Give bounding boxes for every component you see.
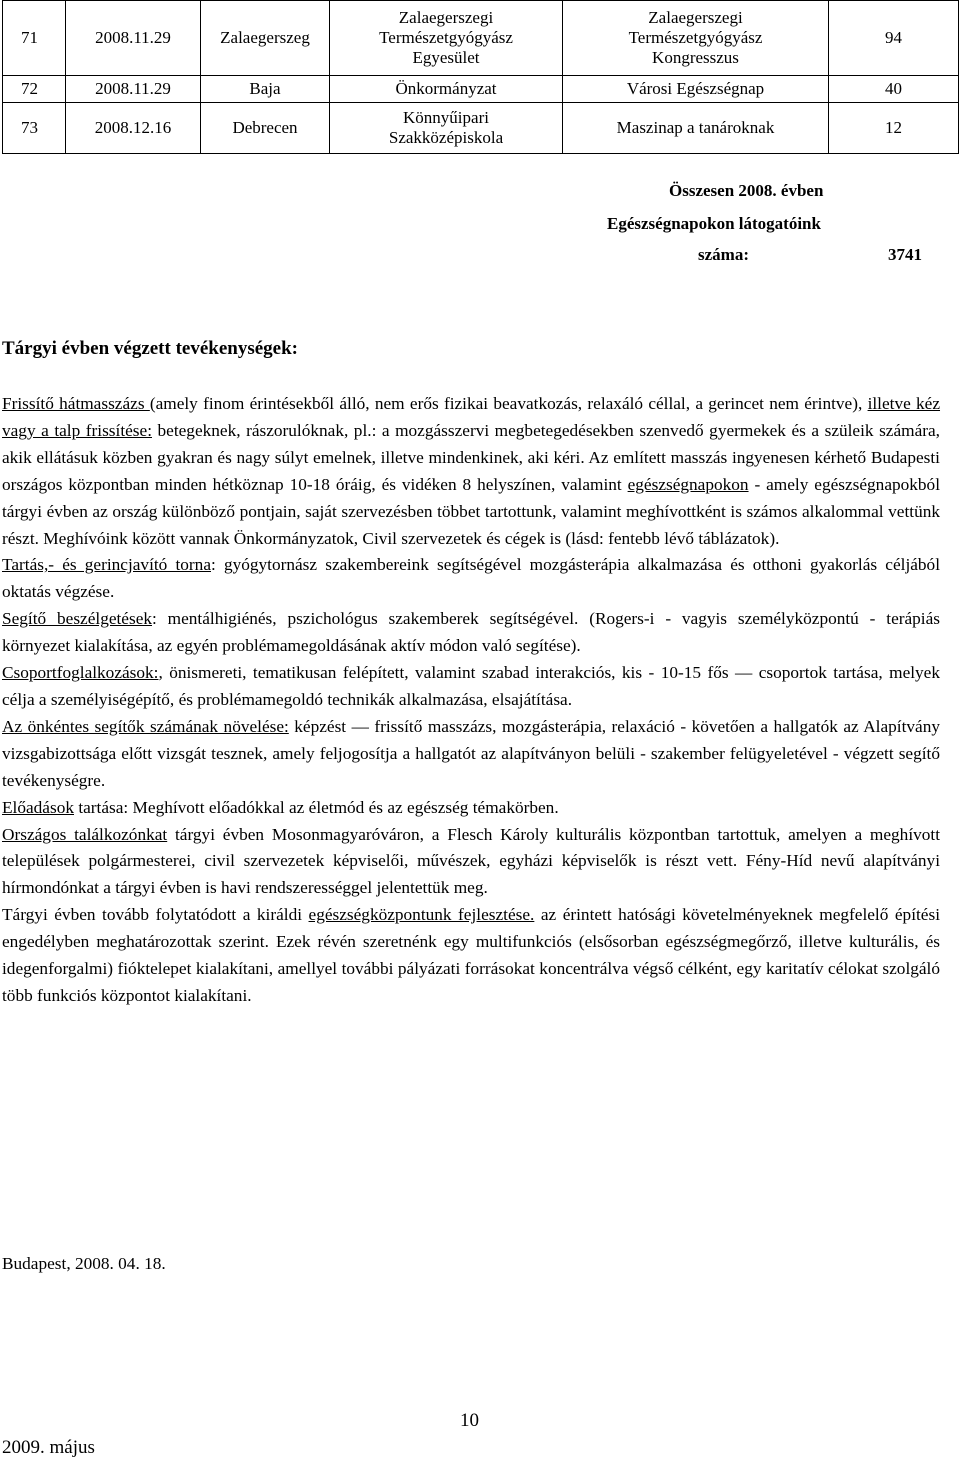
organizer-line: Önkormányzat <box>395 79 497 98</box>
paragraph-massage <box>2 391 940 552</box>
term: Tartás,- és gerincjavító torna <box>2 555 211 575</box>
table-row <box>3 103 959 154</box>
paragraph-text: képzést — frissítő masszázs, mozgásterápia, relaxáció - követően a hallgatók az Alapítvány vizsgabizottsága előtt vizsgát tesznek, amely feljogosítja a hallgatót az alapítványon belüli - szakember felügyeletével - végzett segítő tevékenységre. <box>2 716 940 790</box>
row-organizer <box>330 103 563 154</box>
event-line: Természetgyógyász <box>628 28 763 47</box>
term: egészségközpontunk fejlesztése. <box>308 905 535 925</box>
row-event <box>563 76 829 103</box>
row-city: Baja <box>201 76 330 103</box>
paragraph-groups <box>2 660 940 714</box>
organizer-line: Könnyűipari <box>403 108 489 127</box>
paragraph-text: , önismereti, tematikusan felépített, valamint szabad interakciós, kis - 10-15 fős — csoportok tartása, melyek célja a személyiségépítő, és problémamegoldó technikák alkalmazása, elsajátítása. <box>2 663 940 709</box>
events-table <box>2 0 959 154</box>
row-number: 72 <box>3 76 66 103</box>
summary-line: száma: <box>698 245 749 264</box>
event-line: Maszinap a tanároknak <box>616 118 775 137</box>
row-event <box>563 103 829 154</box>
summary-total: 3741 <box>888 245 922 264</box>
organizer-line: Természetgyógyász <box>379 28 513 47</box>
paragraph-text: tárgyi évben Mosonmagyaróváron, a Flesch Károly kulturális központban tartottuk, amelyen a meghívott települések polgármesterei, civil szervezetek képviselői, művészek, egyházi képviselők is részt vett. Fény-Híd nevű alapítványi hírmondónkat a tárgyi évben is havi rendszerességgel jelentettük meg. <box>2 824 941 898</box>
paragraph-text: betegeknek, rászorulóknak, pl.: a mozgásszervi megbetegedésekben szenvedő gyermekek és a szüleik számára, akik ellátásuk közben gyakran és nagy súlyt emelnek, illetve mindenkinek, aki kéri. Az említett masszás ingyenesen kérhető Budapesti országos központban minden hétköznap 10-18 óráig, és vidéken 8 helyszínen, valamint <box>2 420 940 494</box>
row-organizer <box>330 76 563 103</box>
paragraph-meeting <box>2 822 940 903</box>
term: Előadások <box>2 797 74 817</box>
term: Segítő beszélgetések <box>2 609 153 629</box>
footer-date: 2009. május <box>2 1437 95 1458</box>
paragraph-text: Tárgyi évben tovább folytatódott a királdi <box>2 905 309 925</box>
term: Az önkéntes segítők számának növelése: <box>2 716 289 736</box>
paragraph-text: : gyógytornász szakembereink segítségével mozgásterápia alkalmazása és otthoni gyakorlás céljából oktatás végzése. <box>2 555 940 602</box>
row-date: 2008.11.29 <box>66 76 201 103</box>
event-line: Zalaegerszegi <box>648 8 743 27</box>
paragraph-text: az érintett hatósági követelményeknek megfelelő építési engedélyben meghatározottak szerint. Ezek révén szeretnénk egy multifunkciós (elsősorban egészségmegőrző, illetve kulturális, és idegenforgalmi) fióktelepet kialakítani, amellyel további pályázati forrásokat koncentrálva végső célként, egy karitatív célokat szolgáló több funkciós központot kialakítani. <box>2 905 940 1005</box>
row-date: 2008.12.16 <box>66 103 201 154</box>
summary-line: Összesen 2008. évben <box>669 181 824 200</box>
paragraph-counseling <box>2 606 940 660</box>
row-city: Debrecen <box>201 103 330 154</box>
row-date: 2008.11.29 <box>66 1 201 76</box>
row-number: 73 <box>3 103 66 154</box>
term: illetve kéz vagy a talp frissítése: <box>2 394 941 440</box>
row-number: 71 <box>3 1 66 76</box>
paragraph-development <box>2 902 940 1010</box>
visitor-summary <box>0 180 960 270</box>
paragraph-text: - amely egészségnapokból tárgyi évben az ország különböző pontjain, saját szervezésben többet tartottunk, valamint meghívottként is számos alkalommal vettünk részt. Meghívóink között vannak Önkormányzatok, Civil szervezetek és cégek is (lásd: fentebb lévő táblázatok). <box>2 474 941 548</box>
paragraph-gymnastics <box>2 552 940 606</box>
section-heading: Tárgyi évben végzett tevékenységek: <box>2 338 299 359</box>
paragraph-text: : mentálhigiénés, pszichológus szakemberek segítségével. (Rogers-i - vagyis személyközpontú - terápiás környezet kialakítása, az egyén problémamegoldásának aktív módon való segítése). <box>2 609 941 656</box>
paragraph-text: (amely finom érintésekből álló, nem erős fizikai beavatkozás, relaxáló céllal, a gerincet nem érintve), <box>149 394 868 413</box>
page-number: 10 <box>460 1410 479 1431</box>
term: egészségnapokon <box>627 474 749 494</box>
row-event <box>563 1 829 76</box>
organizer-line: Egyesület <box>412 48 480 67</box>
paragraph-lectures <box>2 795 940 822</box>
term: Csoportfoglalkozások: <box>2 663 159 683</box>
row-count: 12 <box>829 103 959 154</box>
row-count: 94 <box>829 1 959 76</box>
event-line: Városi Egészségnap <box>626 79 765 98</box>
table-row <box>3 1 959 76</box>
table-row <box>3 76 959 103</box>
term: Frissítő hátmasszázs <box>2 394 150 413</box>
row-organizer <box>330 1 563 76</box>
organizer-line: Zalaegerszegi <box>398 8 494 27</box>
event-line: Kongresszus <box>652 48 739 67</box>
paragraph-text: tartása: Meghívott előadókkal az életmód és az egészség témakörben. <box>74 797 559 817</box>
row-city: Zalaegerszeg <box>201 1 330 76</box>
organizer-line: Szakközépiskola <box>388 128 504 147</box>
activities-text <box>2 391 940 1010</box>
paragraph-volunteers <box>2 714 940 795</box>
summary-line: Egészségnapokon látogatóink <box>607 214 821 233</box>
document-date: Budapest, 2008. 04. 18. <box>2 1254 166 1273</box>
term: Országos találkozónkat <box>2 824 168 844</box>
row-count: 40 <box>829 76 959 103</box>
